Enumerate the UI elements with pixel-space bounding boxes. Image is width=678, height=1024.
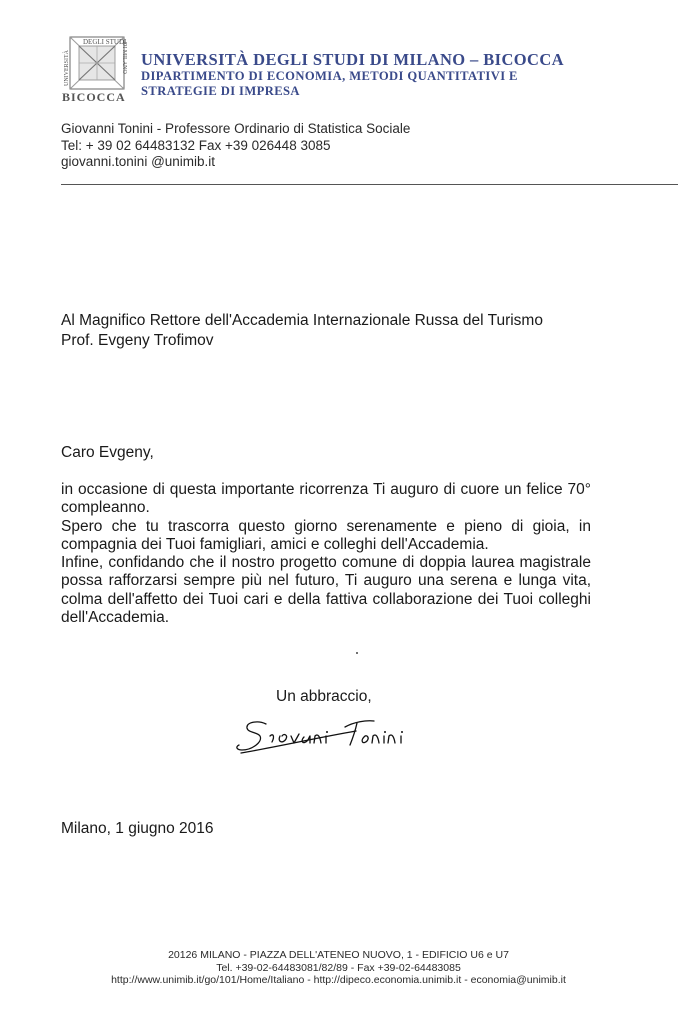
svg-text:DEGLI STUDI: DEGLI STUDI: [83, 38, 127, 46]
recipient-line-1: Al Magnifico Rettore dell'Accademia Internazionale Russa del Turismo: [61, 312, 543, 329]
sender-name-title: Giovanni Tonini - Professore Ordinario di Statistica Sociale: [61, 121, 411, 136]
department-line-1: DIPARTIMENTO DI ECONOMIA, METODI QUANTITATIVI E: [141, 69, 518, 83]
university-name: UNIVERSITÀ DEGLI STUDI DI MILANO – BICOCCA: [141, 50, 564, 69]
greeting: Caro Evgeny,: [61, 444, 154, 461]
handwritten-signature: [236, 712, 422, 758]
department-line-2: STRATEGIE DI IMPRESA: [141, 84, 300, 98]
paragraph-1: in occasione di questa importante ricorrenza Ti auguro di cuore un felice 70° compleanno.: [61, 481, 591, 517]
university-logo: [61, 36, 125, 103]
footer: [0, 949, 677, 987]
svg-text:DI MILANO: DI MILANO: [121, 42, 127, 74]
paper-speck: [356, 652, 358, 654]
university-logo-mark: [61, 36, 125, 103]
paragraph-3: Infine, confidando che il nostro progetto comune di doppia laurea magistrale possa rafforzarsi sempre più nel futuro, Ti auguro una serena e lunga vita, colma dell'affetto dei Tuoi cari e della fattiva collaborazione dei Tuoi colleghi dell'Accademia.: [61, 554, 591, 627]
footer-phone-fax: Tel. +39-02-64483081/82/89 - Fax +39-02-64483085: [216, 961, 461, 974]
closing: Un abbraccio,: [276, 688, 372, 705]
paragraph-2: Spero che tu trascorra questo giorno serenamente e pieno di gioia, in compagnia dei Tuoi famigliari, amici e colleghi dell'Accademia.: [61, 517, 591, 553]
sender-phone-fax: Tel: + 39 02 64483132 Fax +39 026448 3085: [61, 137, 331, 153]
place-date: Milano, 1 giugno 2016: [61, 820, 214, 837]
sender-email: giovanni.tonini @unimib.it: [61, 154, 216, 169]
sender-block: [61, 121, 410, 171]
svg-text:UNIVERSITÀ: UNIVERSITÀ: [64, 50, 70, 86]
recipient-block: [61, 311, 543, 351]
header-divider: [61, 184, 678, 185]
svg-text:BICOCCA: BICOCCA: [62, 90, 126, 104]
footer-address: 20126 MILANO - PIAZZA DELL'ATENEO NUOVO, 1 - EDIFICIO U6 e U7: [168, 949, 509, 961]
letterhead-title: [141, 50, 564, 99]
letter-body: [61, 481, 591, 627]
footer-web: http://www.unimib.it/go/101/Home/Italiano - http://dipeco.economia.unimib.it - economia@unimib.it: [111, 974, 566, 987]
recipient-line-2: Prof. Evgeny Trofimov: [61, 332, 214, 349]
